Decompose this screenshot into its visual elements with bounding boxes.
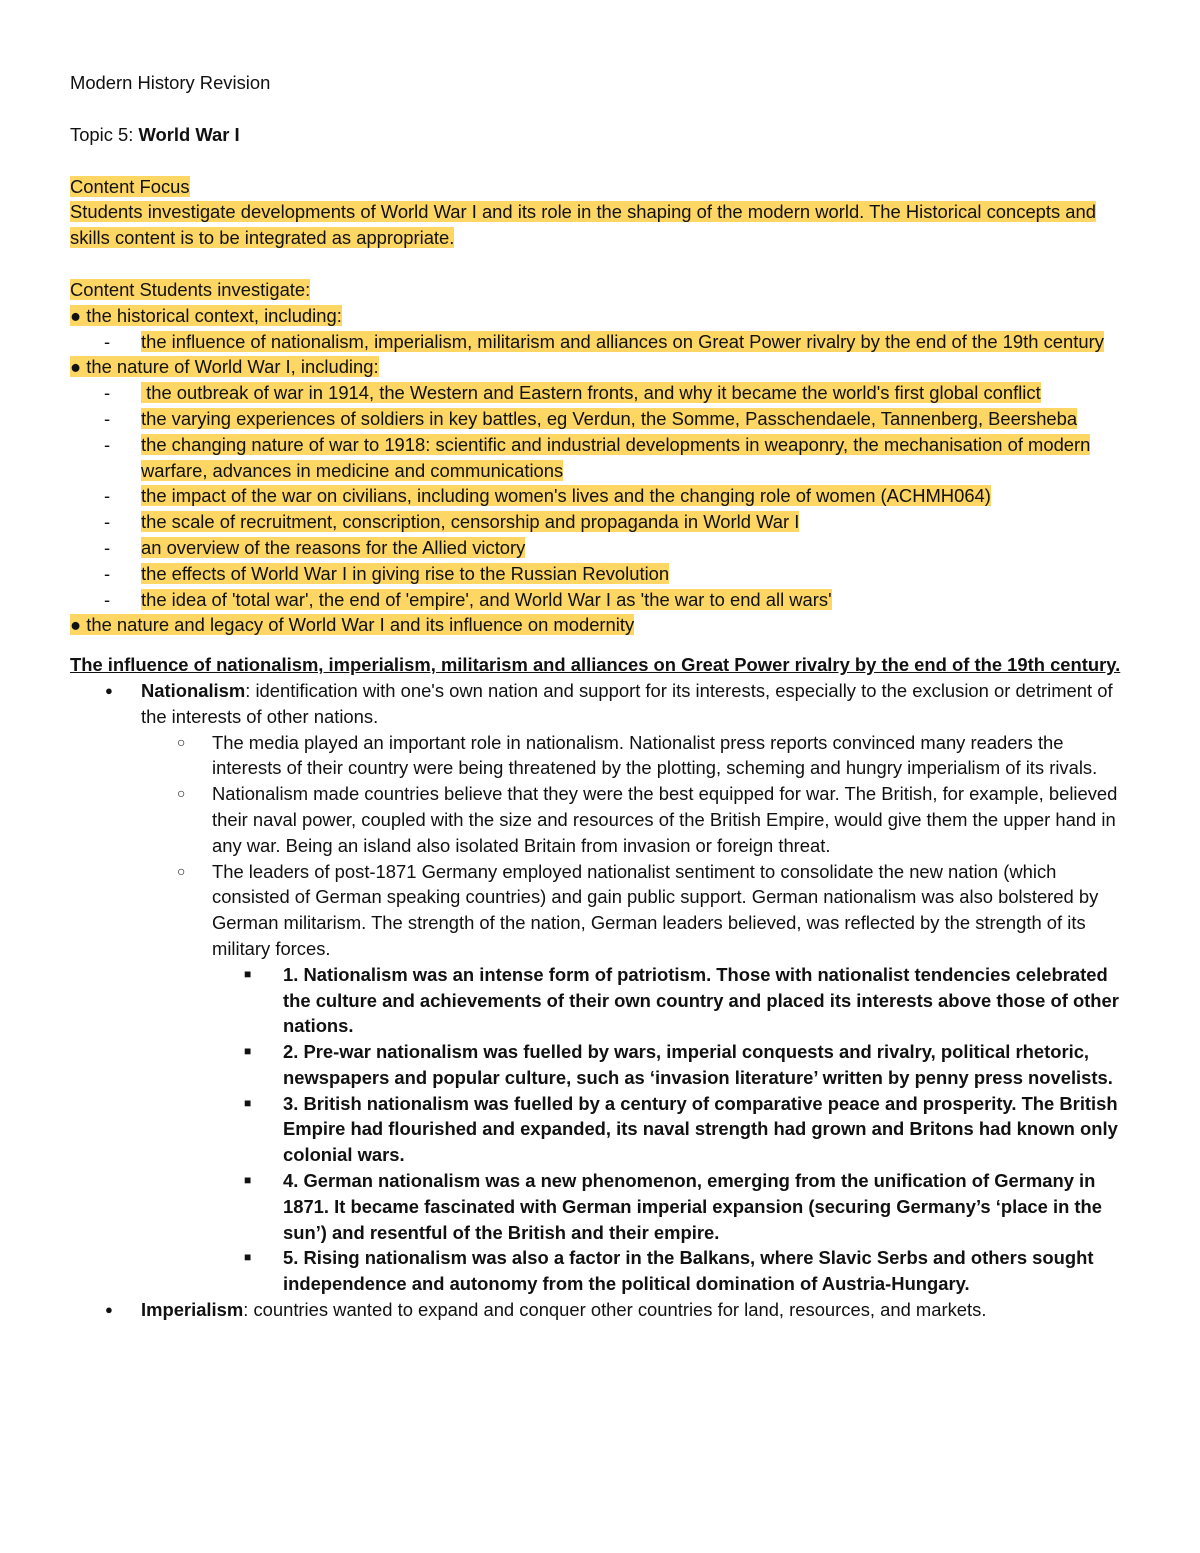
dash-icon: - bbox=[104, 588, 111, 610]
list-item-nationalism bbox=[70, 678, 1132, 730]
circle-bullet-icon: ○ bbox=[177, 785, 186, 802]
content-students-heading: Content Students investigate: bbox=[70, 278, 311, 300]
circle-bullet-icon: ○ bbox=[177, 733, 186, 750]
bullet-icon: ● bbox=[70, 614, 82, 636]
dash-icon: - bbox=[104, 433, 111, 455]
group-nature-of-war: ● the nature of World War I, including: bbox=[70, 356, 379, 378]
circle-bullet-icon: ○ bbox=[177, 862, 186, 879]
list-item: - the scale of recruitment, conscription, censorship and propaganda in World War I bbox=[70, 509, 1132, 535]
notes-list bbox=[70, 678, 1132, 1323]
dash-icon: - bbox=[104, 536, 111, 558]
list-item: ○ Nationalism made countries believe that they were the best equipped for war. The British, for example, believed their naval power, coupled with the size and resources of the British Empire, would give them the upper hand in any war. Being an island also isolated Britain from invasion or foreign threat. bbox=[177, 783, 1118, 856]
list-item: ■ 5. Rising nationalism was also a factor in the Balkans, where Slavic Serbs and others sought independence and autonomy from the political domination of Austria-Hungary. bbox=[244, 1247, 1094, 1295]
document-page bbox=[70, 70, 1132, 1323]
square-bullet-icon: ■ bbox=[244, 1044, 252, 1059]
definition-nationalism: : identification with one's own nation and support for its interests, especially to the exclusion or detriment of the interests of other nations. bbox=[141, 679, 1113, 727]
topic-name: World War I bbox=[138, 123, 240, 145]
list-item: - the impact of the war on civilians, including women's lives and the changing role of women (ACHMH064) bbox=[70, 483, 1132, 509]
group-historical-context: ● the historical context, including: bbox=[70, 304, 342, 326]
dash-icon: - bbox=[104, 485, 111, 507]
list-item: ■ 1. Nationalism was an intense form of patriotism. Those with nationalist tendencies celebrated the culture and achievements of their own country and placed its interests above those of other nations. bbox=[244, 963, 1119, 1037]
bullet-icon: ● bbox=[70, 304, 82, 326]
dash-icon: - bbox=[104, 407, 111, 429]
list-item: ○ The leaders of post-1871 Germany employed nationalist sentiment to consolidate the new nation (which consisted of German speaking countries) and gain public support. German nationalism was also bolstered by German militarism. The strength of the nation, German leaders believed, was reflected by the strength of its military forces. bbox=[177, 860, 1099, 959]
dash-icon: - bbox=[104, 562, 111, 584]
list-item: ■ 3. British nationalism was fuelled by a century of comparative peace and prosperity. The British Empire had flourished and expanded, its naval strength had grown and Britons had known only colonial wars. bbox=[244, 1092, 1118, 1166]
bullet-icon: ● bbox=[105, 1302, 113, 1318]
square-bullet-icon: ■ bbox=[244, 1250, 252, 1265]
bullet-icon: ● bbox=[70, 356, 82, 378]
list-item: ■ 4. German nationalism was a new phenomenon, emerging from the unification of Germany in 1871. It became fascinated with German imperial expansion (securing Germany’s ‘place in the sun’) and resentful of the British and their empire. bbox=[244, 1170, 1103, 1243]
document-title: Modern History Revision bbox=[70, 72, 271, 93]
term-imperialism: Imperialism bbox=[141, 1299, 244, 1321]
list-item: - an overview of the reasons for the Allied victory bbox=[70, 535, 1132, 561]
content-focus-body: Students investigate developments of World War I and its role in the shaping of the modern world. The Historical concepts and skills content is to be integrated as appropriate. bbox=[70, 201, 1096, 249]
square-bullet-icon: ■ bbox=[244, 1173, 252, 1188]
dash-icon: - bbox=[104, 382, 111, 404]
dash-icon: - bbox=[104, 330, 111, 352]
list-item: - the changing nature of war to 1918: scientific and industrial developments in weaponry, the mechanisation of modern warfare, advances in medicine and communications bbox=[104, 433, 1091, 481]
list-item: - the influence of nationalism, imperialism, militarism and alliances on Great Power rivalry by the end of the 19th century bbox=[70, 329, 1132, 355]
topic-prefix: Topic 5: bbox=[70, 123, 139, 145]
square-bullet-icon: ■ bbox=[244, 1095, 252, 1110]
square-bullet-icon: ■ bbox=[244, 966, 252, 981]
content-focus-heading: Content Focus bbox=[70, 175, 190, 197]
bullet-icon: ● bbox=[105, 682, 113, 698]
list-item: - the idea of 'total war', the end of 'empire', and World War I as 'the war to end all wars' bbox=[70, 587, 1132, 613]
group-legacy: ● the nature and legacy of World War I and its influence on modernity bbox=[70, 614, 635, 636]
dash-icon: - bbox=[104, 511, 111, 533]
list-item: - the outbreak of war in 1914, the Western and Eastern fronts, and why it became the world's first global conflict bbox=[70, 380, 1132, 406]
list-item: - the effects of World War I in giving rise to the Russian Revolution bbox=[70, 561, 1132, 587]
definition-imperialism: : countries wanted to expand and conquer other countries for land, resources, and markets. bbox=[243, 1299, 987, 1321]
section-heading: The influence of nationalism, imperialism, militarism and alliances on Great Power rivalry by the end of the 19th century. bbox=[70, 654, 1121, 676]
term-nationalism: Nationalism bbox=[141, 679, 246, 701]
list-item: ○ The media played an important role in nationalism. Nationalist press reports convinced many readers the interests of their country were being threatened by the plotting, scheming and hungry imperialism of its rivals. bbox=[177, 731, 1098, 779]
list-item: - the varying experiences of soldiers in key battles, eg Verdun, the Somme, Passchendaele, Tannenberg, Beersheba bbox=[70, 406, 1132, 432]
list-item: ■ 2. Pre-war nationalism was fuelled by wars, imperial conquests and rivalry, political rhetoric, newspapers and popular culture, such as ‘invasion literature’ written by penny press novelists. bbox=[244, 1041, 1113, 1088]
topic-line bbox=[70, 122, 1132, 148]
list-item-imperialism bbox=[70, 1297, 1132, 1323]
